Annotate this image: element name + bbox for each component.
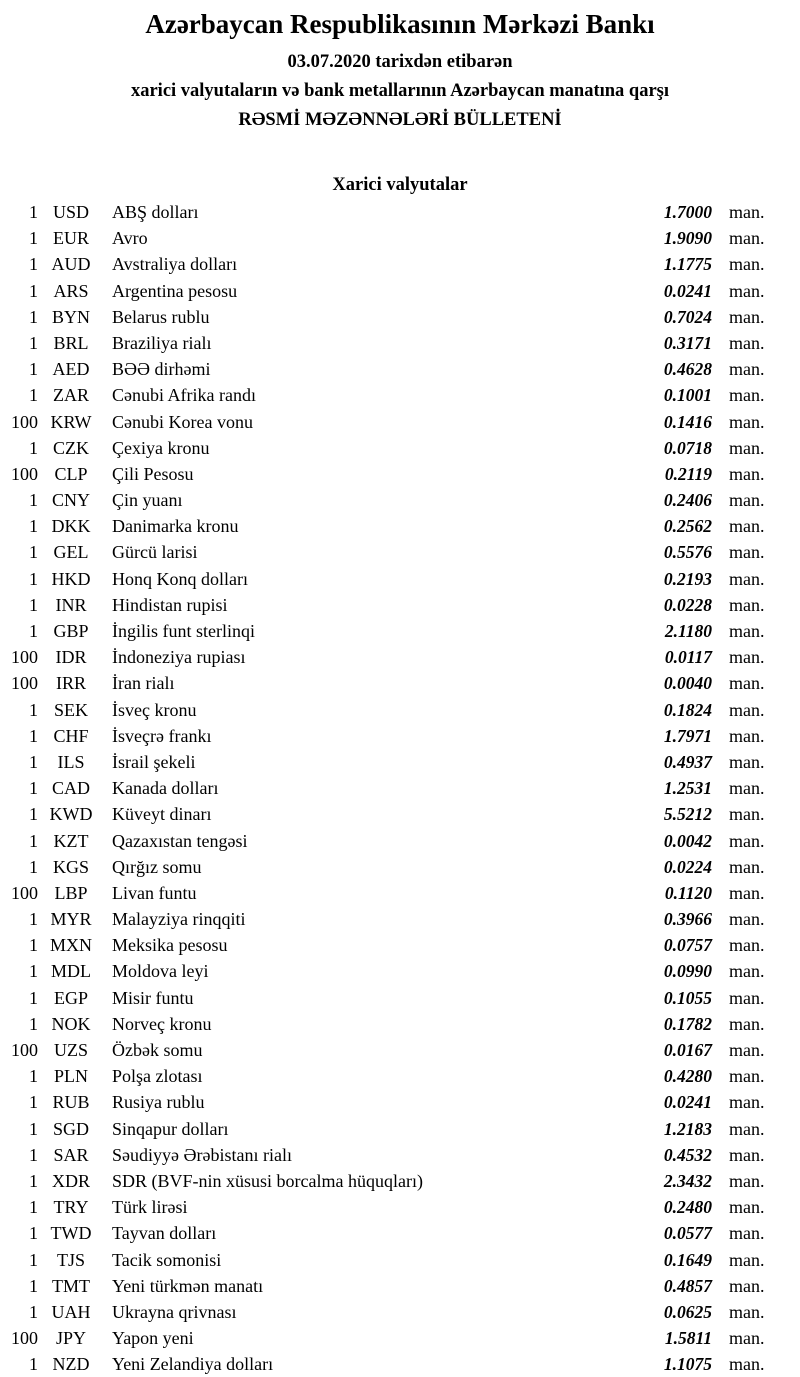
unit-cell: man. xyxy=(729,725,765,746)
unit-cell: man. xyxy=(729,751,765,772)
unit-cell: man. xyxy=(729,254,765,275)
quantity-cell: 1 xyxy=(29,1354,38,1375)
rate-row xyxy=(0,1273,800,1299)
rate-value-cell: 0.1120 xyxy=(664,882,712,903)
currency-code-cell: RUB xyxy=(52,1092,90,1113)
currency-name-cell: Kanada dolları xyxy=(112,778,219,799)
quantity-cell: 1 xyxy=(29,751,38,772)
rate-row xyxy=(0,1325,800,1351)
currency-name-cell: Cənubi Afrika randı xyxy=(112,385,256,406)
quantity-cell: 100 xyxy=(11,673,38,694)
rate-row xyxy=(0,330,800,356)
rate-row xyxy=(0,539,800,565)
rate-value-cell: 0.2480 xyxy=(663,1197,712,1218)
quantity-cell: 1 xyxy=(29,1118,38,1139)
quantity-cell: 1 xyxy=(29,254,38,275)
currency-code-cell: XDR xyxy=(51,1170,90,1191)
rate-value-cell: 0.4937 xyxy=(663,751,712,772)
rate-value-cell: 0.4857 xyxy=(663,1275,712,1296)
currency-name-cell: Honq Konq dolları xyxy=(112,568,248,589)
currency-code-cell: MDL xyxy=(51,961,91,982)
quantity-cell: 1 xyxy=(29,778,38,799)
rate-value-cell: 0.1782 xyxy=(663,1013,712,1034)
currency-name-cell: Avstraliya dolları xyxy=(112,254,238,275)
rate-row xyxy=(0,749,800,775)
subtitle-line: xarici valyutaların və bank metallarının Azərbaycan manatına qarşı xyxy=(130,81,670,101)
rate-value-cell: 0.0577 xyxy=(663,1223,712,1244)
rate-row xyxy=(0,1220,800,1246)
unit-cell: man. xyxy=(729,411,765,432)
unit-cell: man. xyxy=(729,961,765,982)
unit-cell: man. xyxy=(729,1249,765,1270)
quantity-cell: 1 xyxy=(29,1066,38,1087)
currency-name-cell: ABŞ dolları xyxy=(112,202,199,222)
currency-code-cell: AED xyxy=(52,359,90,380)
currency-code-cell: TRY xyxy=(53,1197,89,1218)
quantity-cell: 1 xyxy=(29,1223,38,1244)
rate-value-cell: 1.1775 xyxy=(663,254,712,275)
unit-cell: man. xyxy=(729,568,765,589)
rate-value-cell: 0.3966 xyxy=(663,909,712,930)
quantity-cell: 1 xyxy=(29,621,38,641)
currency-name-cell: Norveç kronu xyxy=(112,1013,212,1034)
currency-code-cell: CLP xyxy=(54,463,88,484)
currency-name-cell: Gürcü larisi xyxy=(112,542,198,563)
currency-name-cell: Küveyt dinarı xyxy=(112,804,212,825)
unit-cell: man. xyxy=(729,909,765,930)
currency-code-cell: KGS xyxy=(52,856,89,877)
quantity-cell: 1 xyxy=(29,1013,38,1034)
currency-name-cell: Çili Pesosu xyxy=(112,463,194,484)
rate-row xyxy=(0,775,800,801)
currency-code-cell: ZAR xyxy=(53,385,89,406)
effective-date-line: 03.07.2020 tarixdən etibarən xyxy=(287,52,513,72)
currency-name-cell: Belarus rublu xyxy=(112,306,210,327)
rate-row xyxy=(0,382,800,408)
rate-value-cell: 1.7000 xyxy=(663,202,712,222)
currency-name-cell: Rusiya rublu xyxy=(112,1092,205,1113)
rate-value-cell: 0.0042 xyxy=(663,830,712,851)
rate-row xyxy=(0,1351,800,1377)
rate-row xyxy=(0,1194,800,1220)
rate-row xyxy=(0,251,800,277)
currency-code-cell: KWD xyxy=(49,804,93,825)
unit-cell: man. xyxy=(729,647,765,668)
currency-name-cell: Danimarka kronu xyxy=(112,516,239,537)
currency-code-cell: SEK xyxy=(53,699,88,720)
unit-cell: man. xyxy=(729,306,765,327)
rate-row xyxy=(0,566,800,592)
rate-row xyxy=(0,880,800,906)
rate-value-cell: 0.4280 xyxy=(663,1066,712,1087)
rate-row xyxy=(0,199,800,225)
unit-cell: man. xyxy=(729,1197,765,1218)
currency-code-cell: LBP xyxy=(54,882,88,903)
rate-row xyxy=(0,356,800,382)
currency-code-cell: PLN xyxy=(53,1066,88,1087)
unit-cell: man. xyxy=(729,202,765,222)
quantity-cell: 1 xyxy=(29,385,38,406)
rate-value-cell: 0.1824 xyxy=(663,699,712,720)
rate-value-cell: 0.0241 xyxy=(663,1092,712,1113)
unit-cell: man. xyxy=(729,385,765,406)
bulletin-title: RƏSMİ MƏZƏNNƏLƏRİ BÜLLETENİ xyxy=(238,110,562,130)
currency-code-cell: NOK xyxy=(51,1013,91,1034)
rate-value-cell: 1.9090 xyxy=(663,228,712,249)
currency-code-cell: KRW xyxy=(50,411,92,432)
currency-name-cell: Polşa zlotası xyxy=(112,1066,203,1087)
rate-value-cell: 0.1416 xyxy=(663,411,712,432)
currency-code-cell: TWD xyxy=(50,1223,92,1244)
currency-name-cell: SDR (BVF-nin xüsusi borcalma hüquqları) xyxy=(112,1170,423,1191)
currency-name-cell: Türk lirəsi xyxy=(112,1197,188,1218)
currency-name-cell: Hindistan rupisi xyxy=(112,594,228,615)
unit-cell: man. xyxy=(729,490,765,511)
rate-value-cell: 0.4628 xyxy=(663,359,712,380)
currency-code-cell: HKD xyxy=(51,568,91,589)
currency-name-cell: İngilis funt sterlinqi xyxy=(112,621,255,641)
currency-code-cell: UZS xyxy=(53,1040,88,1060)
currency-name-cell: Braziliya rialı xyxy=(112,332,212,353)
currency-code-cell: EUR xyxy=(53,228,89,249)
currency-code-cell: NZD xyxy=(52,1354,90,1375)
currency-name-cell: İsrail şekeli xyxy=(112,751,196,772)
currency-code-cell: SAR xyxy=(53,1144,89,1165)
rate-value-cell: 0.5576 xyxy=(663,542,712,563)
currency-name-cell: Misir funtu xyxy=(112,987,194,1008)
currency-name-cell: Malayziya rinqqiti xyxy=(112,909,246,930)
currency-name-cell: İsveç kronu xyxy=(112,699,197,720)
unit-cell: man. xyxy=(729,987,765,1008)
currency-code-cell: TJS xyxy=(56,1249,85,1270)
currency-code-cell: MYR xyxy=(50,909,92,930)
unit-cell: man. xyxy=(729,463,765,484)
rate-row xyxy=(0,1168,800,1194)
currency-name-cell: Yapon yeni xyxy=(112,1328,194,1349)
rate-row xyxy=(0,1063,800,1089)
rate-value-cell: 2.1180 xyxy=(664,621,712,641)
rate-row xyxy=(0,697,800,723)
currency-name-cell: Çin yuanı xyxy=(112,490,183,511)
currency-code-cell: IDR xyxy=(55,647,87,668)
currency-code-cell: TMT xyxy=(52,1275,90,1296)
quantity-cell: 1 xyxy=(29,437,38,458)
currency-code-cell: UAH xyxy=(51,1301,91,1322)
currency-name-cell: Livan funtu xyxy=(112,882,197,903)
quantity-cell: 1 xyxy=(29,280,38,301)
rate-value-cell: 1.5811 xyxy=(664,1328,712,1349)
unit-cell: man. xyxy=(729,1301,765,1322)
currency-code-cell: JPY xyxy=(55,1328,86,1349)
quantity-cell: 100 xyxy=(11,1040,38,1060)
rate-value-cell: 0.0117 xyxy=(664,647,712,668)
currency-name-cell: Tacik somonisi xyxy=(112,1249,222,1270)
rate-value-cell: 0.0718 xyxy=(663,437,712,458)
unit-cell: man. xyxy=(729,1328,765,1349)
rate-row xyxy=(0,828,800,854)
currency-code-cell: CHF xyxy=(53,725,89,746)
quantity-cell: 100 xyxy=(11,411,38,432)
currency-code-cell: AUD xyxy=(51,254,91,275)
currency-name-cell: BƏƏ dirhəmi xyxy=(112,359,211,380)
unit-cell: man. xyxy=(729,1040,765,1060)
rate-value-cell: 0.0224 xyxy=(663,856,712,877)
rate-row xyxy=(0,513,800,539)
currency-name-cell: Argentina pesosu xyxy=(112,280,238,301)
unit-cell: man. xyxy=(729,882,765,903)
rates-table xyxy=(0,199,800,1377)
rate-row xyxy=(0,1299,800,1325)
rate-row xyxy=(0,1116,800,1142)
rate-value-cell: 0.1649 xyxy=(663,1249,712,1270)
currency-code-cell: INR xyxy=(55,594,87,615)
unit-cell: man. xyxy=(729,1066,765,1087)
currency-code-cell: KZT xyxy=(53,830,89,851)
currency-name-cell: Qazaxıstan tengəsi xyxy=(112,830,248,851)
rate-value-cell: 0.0241 xyxy=(663,280,712,301)
rate-value-cell: 0.7024 xyxy=(663,306,712,327)
unit-cell: man. xyxy=(729,1118,765,1139)
unit-cell: man. xyxy=(729,1092,765,1113)
rate-row xyxy=(0,1247,800,1273)
unit-cell: man. xyxy=(729,1354,765,1375)
currency-code-cell: DKK xyxy=(51,516,91,537)
quantity-cell: 1 xyxy=(29,909,38,930)
quantity-cell: 1 xyxy=(29,1249,38,1270)
unit-cell: man. xyxy=(729,437,765,458)
rate-row xyxy=(0,618,800,644)
currency-name-cell: Səudiyyə Ərəbistanı rialı xyxy=(112,1144,292,1165)
currency-code-cell: BYN xyxy=(51,306,90,327)
rate-value-cell: 1.2183 xyxy=(663,1118,712,1139)
quantity-cell: 1 xyxy=(29,987,38,1008)
unit-cell: man. xyxy=(729,1013,765,1034)
rate-value-cell: 1.1075 xyxy=(663,1354,712,1375)
currency-name-cell: Meksika pesosu xyxy=(112,935,228,956)
unit-cell: man. xyxy=(729,332,765,353)
rate-value-cell: 1.7971 xyxy=(663,725,712,746)
quantity-cell: 1 xyxy=(29,961,38,982)
rate-value-cell: 0.1001 xyxy=(663,385,712,406)
unit-cell: man. xyxy=(729,935,765,956)
quantity-cell: 1 xyxy=(29,935,38,956)
section-title-foreign-currencies: Xarici valyutalar xyxy=(332,175,468,195)
currency-name-cell: Çexiya kronu xyxy=(112,437,210,458)
unit-cell: man. xyxy=(729,228,765,249)
quantity-cell: 1 xyxy=(29,306,38,327)
unit-cell: man. xyxy=(729,516,765,537)
rate-row xyxy=(0,461,800,487)
currency-name-cell: İsveçrə frankı xyxy=(112,725,212,746)
unit-cell: man. xyxy=(729,699,765,720)
quantity-cell: 1 xyxy=(29,725,38,746)
quantity-cell: 1 xyxy=(29,568,38,589)
quantity-cell: 1 xyxy=(29,490,38,511)
currency-code-cell: USD xyxy=(52,202,89,222)
quantity-cell: 1 xyxy=(29,1144,38,1165)
quantity-cell: 1 xyxy=(29,594,38,615)
rate-value-cell: 0.4532 xyxy=(663,1144,712,1165)
rate-row xyxy=(0,932,800,958)
currency-code-cell: MXN xyxy=(49,935,92,956)
rate-value-cell: 0.0167 xyxy=(663,1040,712,1060)
currency-name-cell: Avro xyxy=(112,228,148,249)
rate-value-cell: 0.0990 xyxy=(663,961,712,982)
quantity-cell: 1 xyxy=(29,830,38,851)
unit-cell: man. xyxy=(729,673,765,694)
currency-code-cell: CZK xyxy=(53,437,89,458)
rate-value-cell: 0.0040 xyxy=(663,673,712,694)
bank-title: Azərbaycan Respublikasının Mərkəzi Bankı xyxy=(145,9,655,39)
rate-row xyxy=(0,1037,800,1063)
rate-row xyxy=(0,723,800,749)
rate-row xyxy=(0,985,800,1011)
quantity-cell: 100 xyxy=(11,463,38,484)
quantity-cell: 1 xyxy=(29,1275,38,1296)
rate-value-cell: 2.3432 xyxy=(663,1170,712,1191)
currency-code-cell: GEL xyxy=(53,542,89,563)
quantity-cell: 1 xyxy=(29,1197,38,1218)
rate-value-cell: 0.2406 xyxy=(663,490,712,511)
quantity-cell: 1 xyxy=(29,542,38,563)
rate-value-cell: 0.2193 xyxy=(663,568,712,589)
rate-value-cell: 0.0625 xyxy=(663,1301,712,1322)
unit-cell: man. xyxy=(729,1223,765,1244)
unit-cell: man. xyxy=(729,1275,765,1296)
rate-value-cell: 0.1055 xyxy=(663,987,712,1008)
unit-cell: man. xyxy=(729,280,765,301)
quantity-cell: 1 xyxy=(29,804,38,825)
unit-cell: man. xyxy=(729,1144,765,1165)
unit-cell: man. xyxy=(729,621,765,641)
quantity-cell: 1 xyxy=(29,1170,38,1191)
unit-cell: man. xyxy=(729,830,765,851)
currency-code-cell: GBP xyxy=(53,621,89,641)
rate-value-cell: 0.0757 xyxy=(663,935,712,956)
currency-name-cell: Ukrayna qrivnası xyxy=(112,1301,237,1322)
rate-value-cell: 0.3171 xyxy=(663,332,712,353)
currency-name-cell: Sinqapur dolları xyxy=(112,1118,229,1139)
currency-code-cell: ARS xyxy=(53,280,89,301)
rate-row xyxy=(0,487,800,513)
rate-row xyxy=(0,435,800,461)
currency-name-cell: Qırğız somu xyxy=(112,856,202,877)
rate-row xyxy=(0,409,800,435)
quantity-cell: 1 xyxy=(29,516,38,537)
rate-value-cell: 5.5212 xyxy=(663,804,712,825)
currency-code-cell: CNY xyxy=(51,490,90,511)
rate-value-cell: 0.2562 xyxy=(663,516,712,537)
currency-code-cell: IRR xyxy=(55,673,86,694)
currency-code-cell: ILS xyxy=(57,751,85,772)
quantity-cell: 100 xyxy=(11,882,38,903)
rate-row xyxy=(0,958,800,984)
rate-row xyxy=(0,906,800,932)
currency-code-cell: EGP xyxy=(53,987,88,1008)
rate-row xyxy=(0,854,800,880)
currency-name-cell: İran rialı xyxy=(112,673,175,694)
currency-name-cell: Cənubi Korea vonu xyxy=(112,411,253,432)
quantity-cell: 1 xyxy=(29,359,38,380)
quantity-cell: 1 xyxy=(29,856,38,877)
unit-cell: man. xyxy=(729,542,765,563)
currency-name-cell: Tayvan dolları xyxy=(112,1223,217,1244)
unit-cell: man. xyxy=(729,804,765,825)
rate-value-cell: 0.0228 xyxy=(663,594,712,615)
quantity-cell: 100 xyxy=(11,647,38,668)
quantity-cell: 1 xyxy=(29,228,38,249)
currency-code-cell: CAD xyxy=(51,778,90,799)
currency-name-cell: Moldova leyi xyxy=(112,961,209,982)
rate-row xyxy=(0,592,800,618)
rate-value-cell: 0.2119 xyxy=(664,463,712,484)
rate-row xyxy=(0,1011,800,1037)
rate-value-cell: 1.2531 xyxy=(663,778,712,799)
quantity-cell: 1 xyxy=(29,202,38,222)
rate-row xyxy=(0,225,800,251)
rate-row xyxy=(0,1089,800,1115)
unit-cell: man. xyxy=(729,856,765,877)
rate-row xyxy=(0,670,800,696)
currency-code-cell: SGD xyxy=(52,1118,89,1139)
unit-cell: man. xyxy=(729,359,765,380)
unit-cell: man. xyxy=(729,594,765,615)
rate-row xyxy=(0,1142,800,1168)
currency-name-cell: Özbək somu xyxy=(112,1040,203,1060)
unit-cell: man. xyxy=(729,1170,765,1191)
currency-code-cell: BRL xyxy=(53,332,89,353)
rate-row xyxy=(0,304,800,330)
currency-name-cell: İndoneziya rupiası xyxy=(112,647,246,668)
quantity-cell: 1 xyxy=(29,1092,38,1113)
quantity-cell: 1 xyxy=(29,332,38,353)
unit-cell: man. xyxy=(729,778,765,799)
rate-row xyxy=(0,644,800,670)
currency-name-cell: Yeni Zelandiya dolları xyxy=(112,1354,274,1375)
quantity-cell: 1 xyxy=(29,1301,38,1322)
rate-row xyxy=(0,278,800,304)
currency-name-cell: Yeni türkmən manatı xyxy=(112,1275,264,1296)
quantity-cell: 1 xyxy=(29,699,38,720)
quantity-cell: 100 xyxy=(11,1328,38,1349)
rate-row xyxy=(0,801,800,827)
